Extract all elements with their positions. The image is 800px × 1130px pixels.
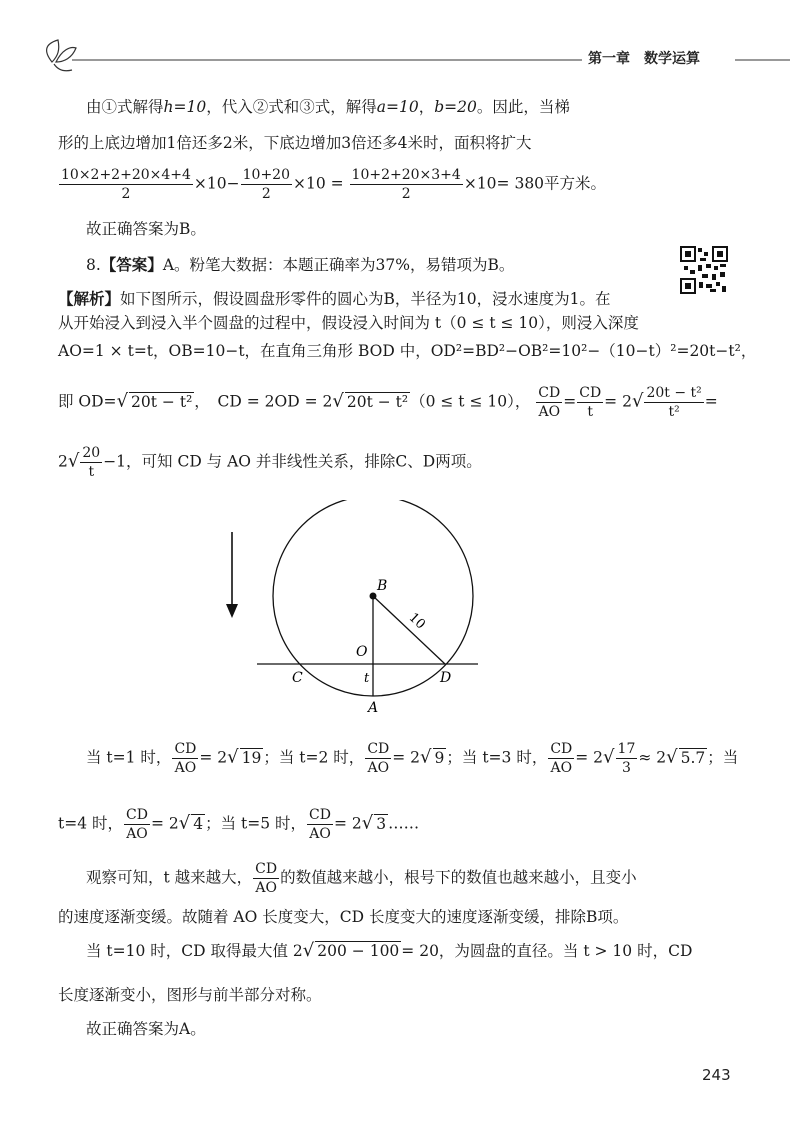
label-C: C [292,670,303,686]
obs-line4: 长度逐渐变小，图形与前半部分对称。 [58,986,322,1004]
analysis-line2: 从开始浸入到浸入半个圆盘的过程中，假设浸入时间为 t（0 ≤ t ≤ 10），则浸入深度 [58,314,639,332]
label-A: A [368,700,379,716]
center-point [370,593,377,600]
answer-b: 故正确答案为B。 [86,220,206,238]
analysis-line1: 【解析】如下图所示，假设圆盘形零件的圆心为B，半径为10，浸水速度为1。在 [58,289,611,308]
obs-line1: 观察可知，t 越来越大， $\frac{CD}{AO}$ 的数值越来越小，根号下的数值也越来越小，且变小 [86,861,637,896]
circle-diagram [210,500,510,720]
analysis-line3: AO=1 × t=t，OB=10−t，在直角三角形 BOD 中，OD²=BD²−OB²=10²−（10−t）²=20t−t²， [58,342,757,360]
analysis-line5: 2√ $\frac{20}{t}$ −1，可知 CD 与 AO 并非线性关系，排除C、D两项。 [58,445,482,480]
label-D: D [440,670,452,686]
down-arrow-icon [226,604,238,618]
para1-line2: 形的上底边增加1倍还多2米，下底边增加3倍还多4米时，面积将扩大 [58,134,532,152]
area-formula: $\frac{10\times 2+2+20\times 4+4}{2}$ ×10− $\frac{10+20}{2}$ ×10 = $\frac{10+2+20\times 3+4}{2}$ ×10= 380平方米。 [61,167,607,202]
cases-line2: t=4 时， $\frac{CD}{AO}$ = 2√ 4 ；当 t=5 时， $\frac{CD}{AO}$ = 2√ 3 …… [58,807,420,842]
qr-code [680,246,728,294]
label-B: B [377,578,388,594]
page-number: 243 [702,1066,731,1084]
final-answer: 故正确答案为A。 [86,1020,206,1038]
chapter-title: 第一章 数学运算 [588,51,700,67]
header-rule [0,0,800,80]
label-radius: 10 [405,610,428,633]
para1-line1: 由①式解得h=10，代入②式和③式，解得a=10，b=20。因此，当梯 [86,98,570,116]
segment-BD [373,596,445,664]
leaf-icon [47,40,76,71]
obs-line3: 当 t=10 时，CD 取得最大值 2√ 200 − 100 = 20，为圆盘的直径。当 t > 10 时，CD [86,940,693,961]
label-t: t [364,671,370,686]
analysis-line4: 即 OD=√ 20t − t² ， CD = 2OD = 2√ 20t − t² （0 ≤ t ≤ 10）， $\frac{CD}{AO}$ = $\frac{CD}{t}$ = 2√ $\frac{\text{20t − t²}}{\text{t²}}$ = [58,385,718,420]
obs-line2: 的速度逐渐变缓。故随着 AO 长度变大，CD 长度变大的速度逐渐变缓，排除B项。 [58,908,629,926]
label-O: O [356,644,368,660]
cases-line1: 当 t=1 时， $\frac{CD}{AO}$ = 2√ 19 ；当 t=2 时， $\frac{CD}{AO}$ = 2√ 9 ；当 t=3 时， $\frac{CD}{AO}$ = 2√ $\frac{17}{3}$ ≈ 2√ 5.7 ；当 [86,741,739,776]
answer-8: 8.【答案】A。粉笔大数据：本题正确率为37%，易错项为B。 [86,255,515,274]
